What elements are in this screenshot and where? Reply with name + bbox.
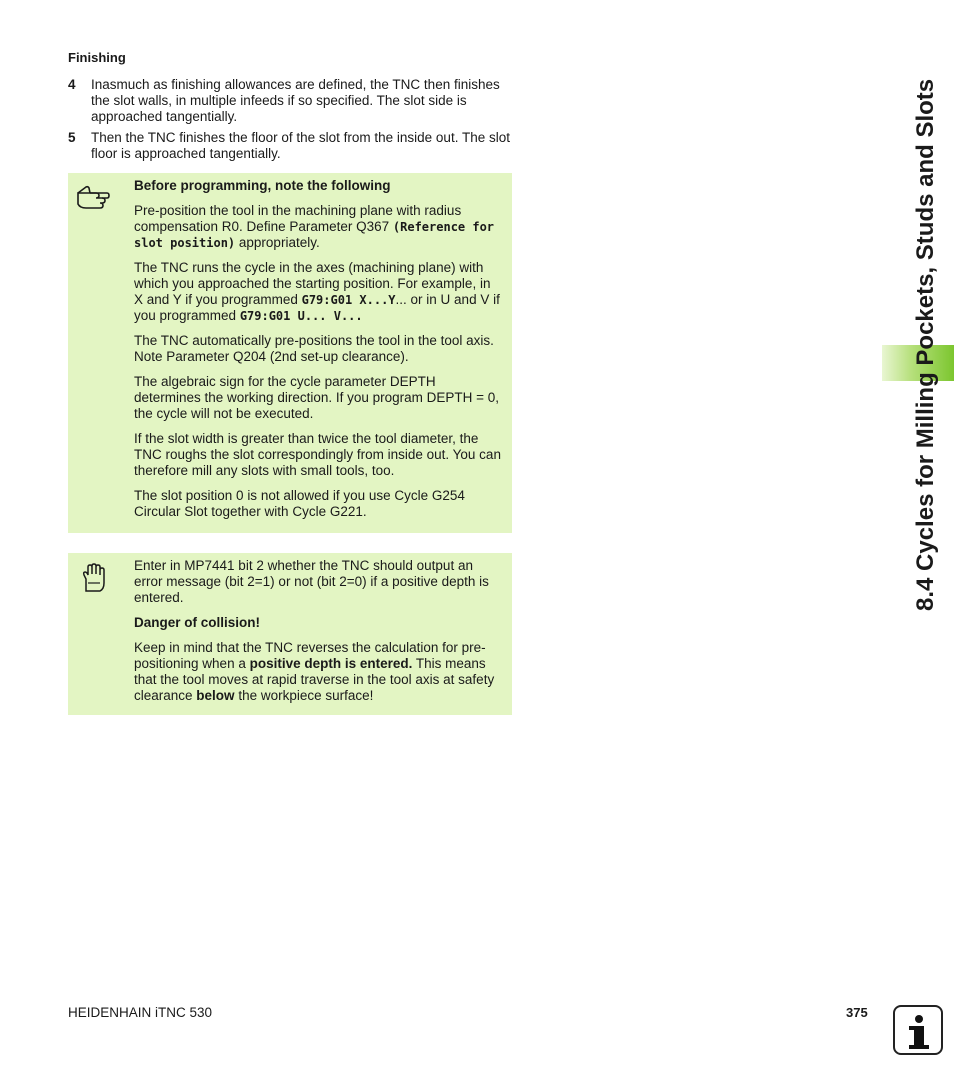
step-number: 4 [68, 77, 76, 92]
note-paragraph: The slot position 0 is not allowed if you use Cycle G254 Circular Slot together with Cycle G221. [134, 488, 465, 519]
step-text: Then the TNC finishes the floor of the slot from the inside out. The slot floor is approached tangentially. [91, 130, 510, 161]
note-paragraph: The TNC runs the cycle in the axes (machining plane) with which you approached the starting position. For example, in X and Y if you programmed G79:G01 X...Y... or in U and V if you programmed G79:G01 U... V... [134, 260, 500, 323]
chapter-side-title [892, 35, 939, 625]
section-heading: Finishing [68, 50, 126, 65]
danger-title: Danger of collision! [134, 615, 261, 630]
chapter-title-text: 8.4 Cycles for Milling Pockets, Studs and Slots [912, 78, 939, 611]
step-number: 5 [68, 130, 76, 145]
nc-code: G79:G01 X...Y [301, 293, 396, 307]
note-title: Before programming, note the following [134, 178, 391, 193]
pointing-hand-icon [76, 181, 110, 211]
parameter-code: (Reference for slot position) [134, 220, 495, 250]
nc-code: G79:G01 U... V... [239, 309, 363, 323]
note-paragraph: Pre-position the tool in the machining plane with radius compensation R0. Define Parameter Q367 (Reference for slot position) appropriately. [134, 203, 495, 250]
step-text: Inasmuch as finishing allowances are defined, the TNC then finishes the slot walls, in multiple infeeds if so specified. The slot side is approached tangentially. [91, 77, 500, 124]
step-item [68, 77, 513, 125]
note-paragraph: The algebraic sign for the cycle parameter DEPTH determines the working direction. If you program DEPTH = 0, the cycle will not be executed. [134, 374, 500, 421]
machine-hand-icon [76, 563, 110, 593]
page-number: 375 [846, 1005, 868, 1020]
note-paragraph: Enter in MP7441 bit 2 whether the TNC should output an error message (bit 2=1) or not (bit 2=0) if a positive depth is entered. [134, 558, 489, 605]
footer-product: HEIDENHAIN iTNC 530 [68, 1005, 213, 1020]
note-paragraph: If the slot width is greater than twice the tool diameter, the TNC roughs the slot correspondingly from inside out. You can therefore mill any slots with small tools, too. [134, 431, 501, 478]
machine-note-box [68, 553, 512, 715]
note-paragraph: The TNC automatically pre-positions the tool in the tool axis. Note Parameter Q204 (2nd set-up clearance). [134, 333, 494, 364]
info-icon [893, 1005, 943, 1055]
note-paragraph: Keep in mind that the TNC reverses the calculation for pre-positioning when a positive depth is entered. This means that the tool moves at rapid traverse in the tool axis at safety clearance below the workpiece surface! [134, 640, 495, 703]
step-item [68, 130, 513, 162]
programming-note-box [68, 173, 512, 533]
